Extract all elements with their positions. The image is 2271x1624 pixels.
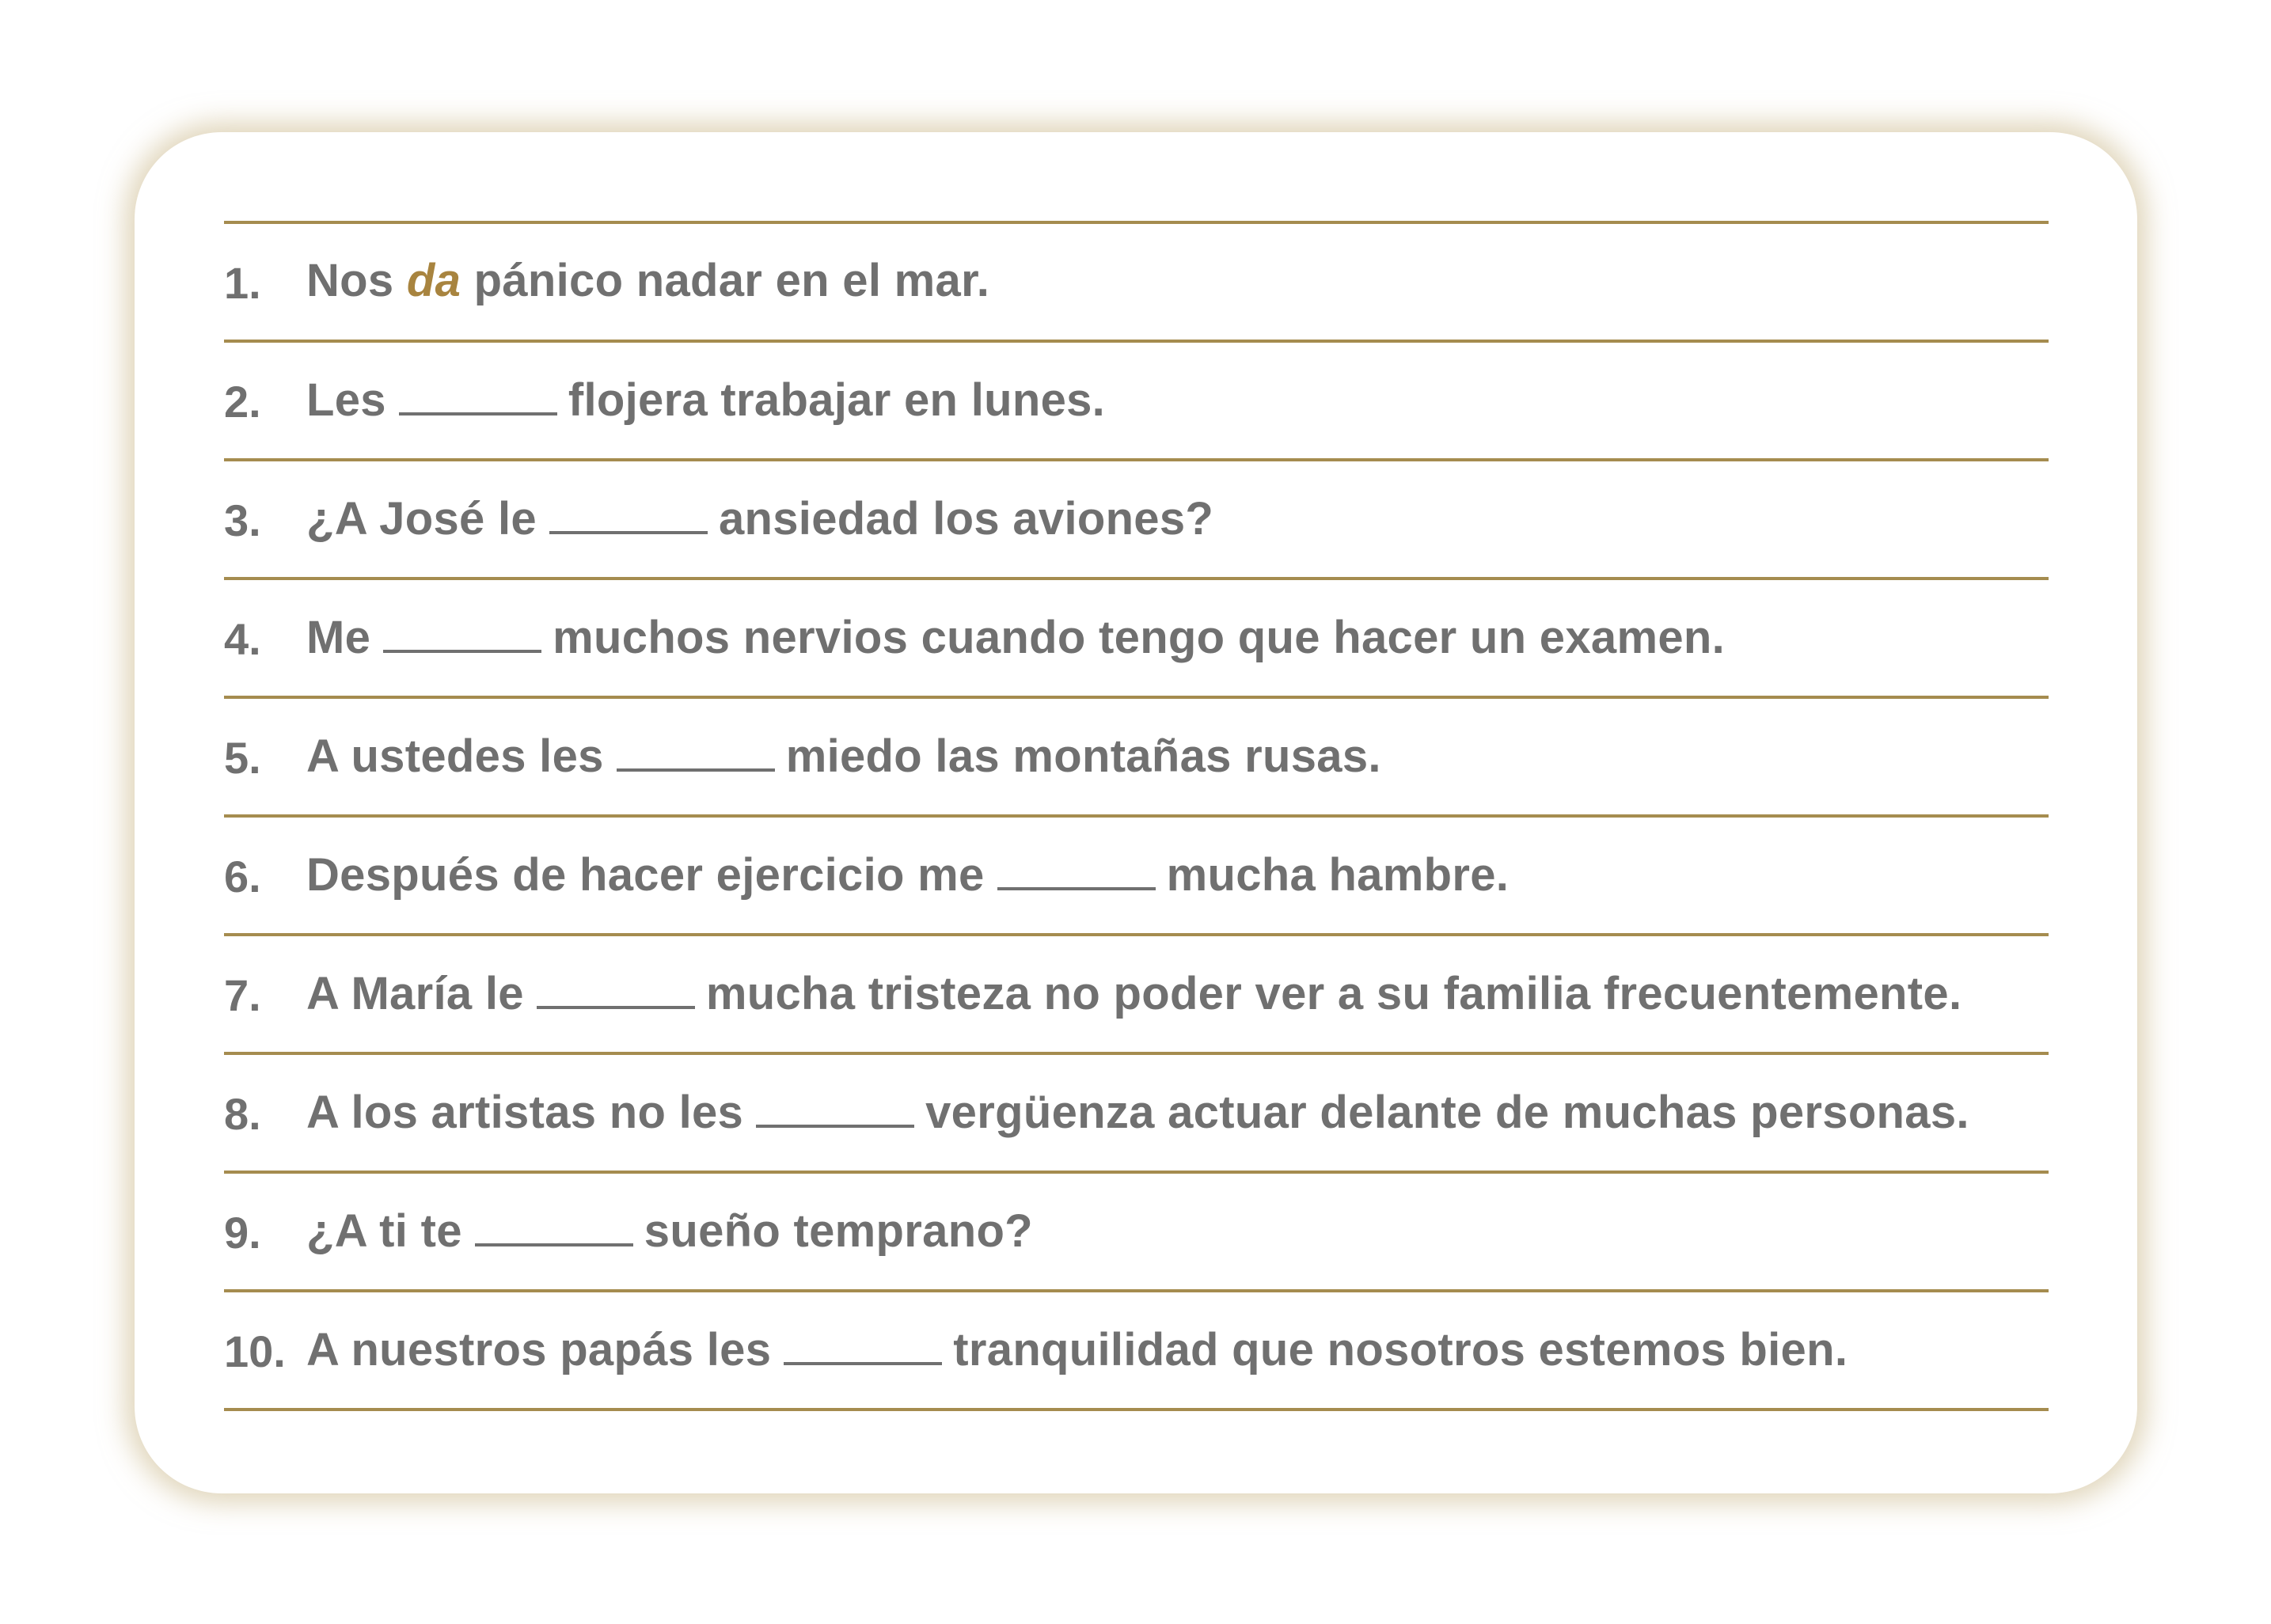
sentence-start: A María le bbox=[306, 968, 524, 1019]
exercise-row-7 bbox=[224, 936, 2049, 1055]
answer-blank[interactable] bbox=[475, 1204, 633, 1246]
answer-blank[interactable] bbox=[617, 729, 775, 772]
exercise-card bbox=[135, 132, 2137, 1493]
exercise-row-4 bbox=[224, 580, 2049, 699]
item-number: 10. bbox=[224, 1326, 286, 1376]
exercise-row-2 bbox=[224, 343, 2049, 461]
sentence-end: pánico nadar en el mar. bbox=[461, 255, 990, 306]
item-sentence bbox=[306, 848, 1509, 901]
exercise-row-10 bbox=[224, 1292, 2049, 1411]
exercise-row-8 bbox=[224, 1055, 2049, 1174]
exercise-row-1 bbox=[224, 224, 2049, 343]
answer-blank[interactable] bbox=[383, 610, 541, 653]
item-sentence bbox=[306, 491, 1213, 545]
answer-blank[interactable] bbox=[399, 373, 557, 415]
answer-blank[interactable] bbox=[756, 1085, 914, 1128]
answer-blank[interactable] bbox=[784, 1322, 942, 1365]
sentence-end: mucha tristeza no poder ver a su familia frecuentemente. bbox=[705, 968, 1962, 1019]
sentence-end: tranquilidad que nosotros estemos bien. bbox=[953, 1324, 1848, 1375]
sentence-start: ¿A José le bbox=[306, 493, 537, 544]
sentence-start: Después de hacer ejercicio me bbox=[306, 849, 985, 901]
sentence-end: flojera trabajar en lunes. bbox=[568, 374, 1106, 426]
item-sentence bbox=[306, 1204, 1033, 1258]
sentence-start: ¿A ti te bbox=[306, 1205, 462, 1257]
item-sentence bbox=[306, 610, 1725, 664]
item-number: 5. bbox=[224, 733, 261, 783]
answer-blank[interactable] bbox=[549, 491, 708, 534]
sentence-start: A nuestros papás les bbox=[306, 1324, 772, 1375]
exercise-row-5 bbox=[224, 699, 2049, 818]
sentence-start: A ustedes les bbox=[306, 730, 604, 782]
sentence-end: ansiedad los aviones? bbox=[718, 493, 1214, 544]
item-sentence bbox=[306, 729, 1381, 783]
sentence-end: miedo las montañas rusas. bbox=[785, 730, 1381, 782]
sentence-end: sueño temprano? bbox=[644, 1205, 1033, 1257]
sentence-end: muchos nervios cuando tengo que hacer un examen. bbox=[553, 612, 1726, 663]
sentence-start: Nos bbox=[306, 255, 407, 306]
exercise-row-6 bbox=[224, 818, 2049, 936]
exercise-list bbox=[224, 224, 2049, 1411]
exercise-row-9 bbox=[224, 1174, 2049, 1292]
sentence-end: mucha hambre. bbox=[1166, 849, 1510, 901]
item-number: 9. bbox=[224, 1208, 261, 1258]
item-sentence bbox=[306, 1322, 1848, 1376]
item-number: 6. bbox=[224, 852, 261, 901]
item-sentence bbox=[306, 1085, 1969, 1139]
item-sentence bbox=[306, 254, 989, 307]
item-number: 2. bbox=[224, 377, 261, 427]
exercise-row-3 bbox=[224, 461, 2049, 580]
item-number: 4. bbox=[224, 614, 261, 664]
item-number: 1. bbox=[224, 258, 261, 308]
item-number: 3. bbox=[224, 495, 261, 545]
answer-blank[interactable] bbox=[997, 848, 1156, 890]
sentence-start: Me bbox=[306, 612, 371, 663]
item-number: 8. bbox=[224, 1089, 261, 1139]
item-sentence bbox=[306, 966, 1961, 1020]
sentence-end: vergüenza actuar delante de muchas personas. bbox=[925, 1087, 1969, 1138]
example-answer: da bbox=[406, 255, 461, 306]
answer-blank[interactable] bbox=[537, 966, 695, 1009]
sentence-start: Les bbox=[306, 374, 386, 426]
sentence-start: A los artistas no les bbox=[306, 1087, 744, 1138]
item-number: 7. bbox=[224, 970, 261, 1020]
item-sentence bbox=[306, 373, 1105, 427]
